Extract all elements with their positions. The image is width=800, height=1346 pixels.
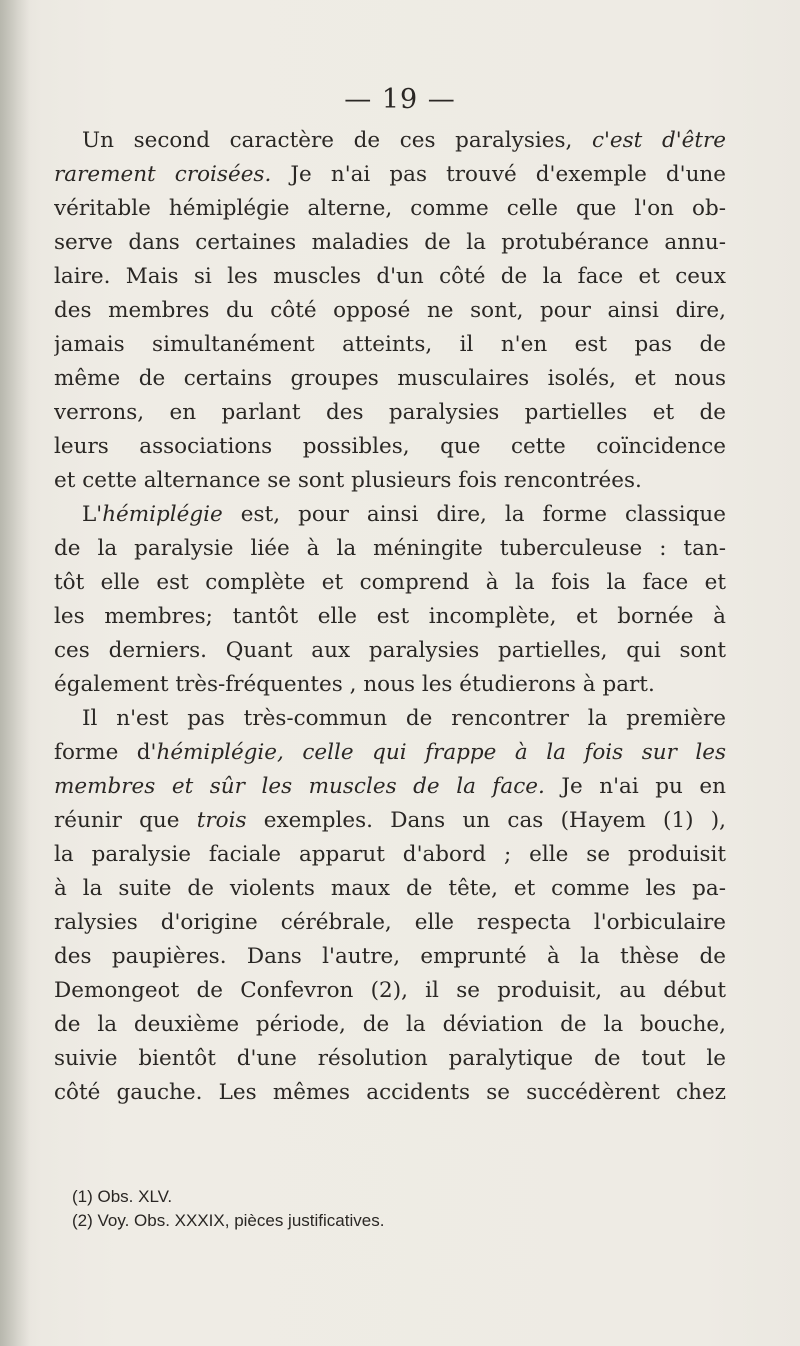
text-line: côté gauche. Les mêmes accidents se succédèrent chez [54,1080,726,1105]
text-line: forme d'hémiplégie, celle qui frappe à la fois sur les [54,740,726,765]
text-line: même de certains groupes musculaires isolés, et nous [54,366,726,391]
text-line: serve dans certaines maladies de la protubérance annu- [54,230,726,255]
text-line: la paralysie faciale apparut d'abord ; elle se produisit [54,842,726,867]
text-line: L'hémiplégie est, pour ainsi dire, la forme classique [82,502,726,527]
text-line: laire. Mais si les muscles d'un côté de la face et ceux [54,264,726,289]
text-line: des paupières. Dans l'autre, emprunté à la thèse de [54,944,726,969]
body-text [54,124,726,1110]
text-line: de la deuxième période, de la déviation de la bouche, [54,1012,726,1037]
text-line: véritable hémiplégie alterne, comme celle que l'on ob- [54,196,726,221]
text-line: Demongeot de Confevron (2), il se produisit, au début [54,978,726,1003]
text-line: ces derniers. Quant aux paralysies partielles, qui sont [54,638,726,663]
text-line: verrons, en parlant des paralysies partielles et de [54,400,726,425]
text-line: tôt elle est complète et comprend à la fois la face et [54,570,726,595]
text-line: jamais simultanément atteints, il n'en est pas de [54,332,726,357]
footnote-2: (2) Voy. Obs. XXXIX, pièces justificatives. [72,1211,385,1230]
text-line: membres et sûr les muscles de la face. Je n'ai pu en [54,774,726,799]
text-line: ralysies d'origine cérébrale, elle respecta l'orbiculaire [54,910,726,935]
text-line: des membres du côté opposé ne sont, pour ainsi dire, [54,298,726,323]
text-line: Il n'est pas très-commun de rencontrer la première [82,706,726,731]
text-line: leurs associations possibles, que cette coïncidence [54,434,726,459]
footnotes [72,1185,384,1233]
footnote-1: (1) Obs. XLV. [72,1187,173,1206]
text-line: également très-fréquentes , nous les étudierons à part. [54,672,655,697]
text-line: suivie bientôt d'une résolution paralytique de tout le [54,1046,726,1071]
text-line: Un second caractère de ces paralysies, c'est d'être [82,128,726,153]
text-line: rarement croisées. Je n'ai pas trouvé d'exemple d'une [54,162,726,187]
binding-shadow [0,0,30,1346]
text-line: et cette alternance se sont plusieurs fois rencontrées. [54,468,642,493]
text-line: réunir que trois exemples. Dans un cas (Hayem (1) ), [54,808,726,833]
text-line: à la suite de violents maux de tête, et comme les pa- [54,876,726,901]
page-number: — 19 — [344,84,456,115]
text-line: les membres; tantôt elle est incomplète, et bornée à [54,604,726,629]
text-line: de la paralysie liée à la méningite tuberculeuse : tan- [54,536,726,561]
